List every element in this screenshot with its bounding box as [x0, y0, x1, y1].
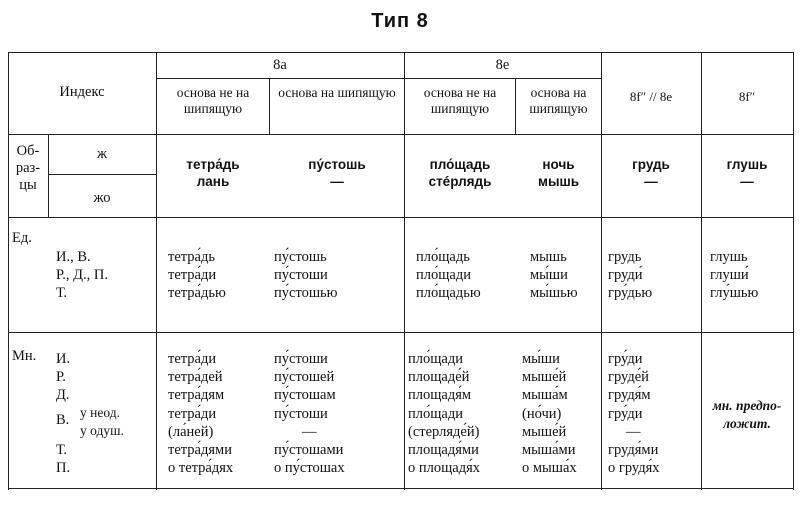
group-header-8f-8e: 8f″ // 8e	[629, 89, 673, 104]
plural-8f-8e	[608, 350, 660, 477]
word-form: мыше́й	[522, 369, 567, 386]
word-form: —	[302, 423, 317, 440]
plural-8f-note-line-2: ложит.	[723, 416, 771, 431]
case-label	[56, 429, 70, 441]
sample-8e-1-zh: пло́щадь	[429, 157, 491, 172]
8e-8f-divider	[601, 52, 602, 490]
word-form: —	[626, 423, 641, 440]
word-form: площадя́м	[408, 387, 472, 404]
word-form: тетра́ди	[168, 351, 217, 367]
word-form: глуши́	[710, 267, 749, 284]
sample-8a-2-zho: —	[330, 174, 344, 189]
singular-8a-1	[168, 248, 226, 303]
word-form: пло́щади	[416, 267, 471, 284]
samples-inner-divider	[48, 174, 156, 175]
word-form: пу́стоши	[274, 267, 328, 284]
plural-8a-2	[274, 350, 345, 477]
word-form: о грудя́х	[608, 460, 660, 477]
singular-bottom-line	[8, 332, 794, 333]
word-form: мыша́м	[522, 387, 568, 404]
8a-8e-divider	[404, 52, 405, 490]
word-form: (но́чи)	[522, 405, 562, 422]
word-form: пло́щади	[408, 351, 463, 367]
word-form: о мыша́х	[522, 460, 577, 477]
case-label: Р.	[56, 369, 66, 386]
group-header-8a: 8a	[273, 57, 287, 73]
word-form: груди́	[608, 267, 643, 284]
word-form: пу́стошей	[274, 369, 335, 386]
case-label: Т.	[56, 285, 68, 302]
index-column-divider	[156, 52, 157, 490]
word-form: гру́ди	[608, 351, 643, 367]
sample-8f-zho: —	[740, 174, 754, 189]
gender-feminine-animate: жо	[93, 190, 111, 206]
word-form: мы́ши	[530, 267, 568, 284]
word-form: тетра́дь	[168, 249, 215, 265]
singular-cases	[56, 248, 108, 303]
word-form: пу́стошам	[274, 387, 336, 404]
word-form: площаде́й	[408, 369, 470, 386]
gender-feminine: ж	[96, 146, 108, 162]
word-form: грудя́ми	[608, 442, 659, 459]
subheader-8a-sibilant: основа на шипящую	[278, 85, 396, 100]
index-header: Индекс	[59, 84, 105, 100]
sample-8a-1-zho: лань	[196, 174, 230, 189]
case-label: Р., Д., П.	[56, 267, 108, 284]
word-form: глушь	[710, 249, 748, 265]
sample-8a-2-zh: пу́стошь	[308, 157, 366, 172]
sample-8e-2-zho: мышь	[537, 174, 580, 189]
singular-8f-8e	[608, 248, 652, 303]
plural-8f-note-line-1: мн. предпо-	[712, 398, 782, 413]
word-form: мы́ши	[522, 351, 560, 367]
table-border-right	[793, 52, 794, 490]
table-border-top	[8, 52, 794, 53]
word-form: тетра́дями	[168, 442, 232, 459]
word-form: пу́стошью	[274, 285, 338, 302]
subheader-8a-nonsibilant: основа не на шипящую	[176, 85, 250, 116]
word-form: о тетра́дях	[168, 460, 234, 477]
case-label: И.	[56, 351, 71, 367]
plural-8e-1	[408, 350, 480, 477]
plural-label: Мн.	[12, 348, 37, 364]
singular-label: Ед.	[12, 230, 32, 246]
accusative-inanimate: у неод.	[80, 405, 120, 420]
sample-8a-1-zh: тетра́дь	[186, 157, 240, 172]
sample-8e-2-zh: ночь	[542, 157, 575, 172]
word-form: груде́й	[608, 369, 649, 386]
word-form: мы́шью	[530, 285, 578, 302]
word-form: тетра́дям	[168, 387, 225, 404]
word-form: площадя́ми	[408, 442, 479, 459]
word-form: мыше́й	[522, 423, 567, 440]
word-form: пло́щади	[408, 405, 463, 422]
word-form: мыша́ми	[522, 442, 576, 459]
word-form: глу́шью	[710, 285, 759, 302]
sample-8f-8e-zho: —	[644, 174, 658, 189]
page-title: Тип 8	[371, 10, 429, 32]
case-label: В.	[56, 411, 70, 428]
header-bottom-line	[8, 134, 794, 135]
word-form: пу́стоши	[274, 405, 328, 422]
sample-8f-zh: глушь	[726, 157, 768, 172]
samples-label-line-1: Об-	[16, 143, 40, 159]
word-form: гру́дью	[608, 285, 653, 302]
word-form: тетра́ди	[168, 267, 217, 284]
word-form: тетра́дью	[168, 285, 226, 302]
word-form: (ла́ней)	[168, 423, 214, 440]
singular-8a-2	[274, 248, 337, 303]
word-form: пу́стоши	[274, 351, 328, 367]
header-group-divider	[156, 78, 601, 79]
singular-8e-2	[530, 248, 578, 303]
word-form: (стерляде́й)	[408, 423, 480, 440]
plural-cases	[56, 350, 70, 477]
word-form: мышь	[530, 249, 567, 265]
group-header-8f: 8f″	[738, 89, 756, 104]
sample-8e-1-zho: стéрлядь	[428, 174, 492, 189]
singular-8f	[710, 248, 758, 303]
word-form: пло́щадью	[416, 285, 481, 302]
word-form: грудь	[608, 249, 642, 265]
samples-label-line-3: цы	[19, 177, 37, 193]
word-form: пу́стошь	[274, 249, 327, 265]
plural-8e-2	[522, 350, 577, 477]
case-label: П.	[56, 460, 71, 477]
declension-table	[8, 52, 794, 490]
case-label: И., В.	[56, 249, 91, 265]
word-form: грудя́м	[608, 387, 651, 404]
word-form: о пу́стошах	[274, 460, 345, 477]
sample-8f-8e-zh: грудь	[632, 157, 670, 172]
word-form: о площадя́х	[408, 460, 481, 477]
word-form: тетра́ди	[168, 405, 217, 422]
word-form: пу́стошами	[274, 442, 344, 459]
samples-label-line-2: раз-	[15, 160, 41, 176]
samples-bottom-line	[8, 217, 794, 218]
word-form: гру́ди	[608, 405, 643, 422]
case-label: Т.	[56, 441, 68, 458]
accusative-animate: у одуш.	[80, 423, 124, 438]
singular-8e-1	[416, 248, 481, 303]
word-form: пло́щадь	[416, 249, 470, 265]
table-border-bottom	[8, 488, 794, 489]
word-form: тетра́дей	[168, 369, 223, 386]
group-header-8e: 8e	[495, 57, 510, 73]
table-border-left	[8, 52, 9, 490]
subheader-8e-sibilant: основа на шипящую	[529, 85, 588, 116]
subheader-8e-nonsibilant: основа не на шипящую	[423, 85, 497, 116]
plural-8a-1	[168, 350, 233, 477]
case-label: Д.	[56, 387, 70, 404]
